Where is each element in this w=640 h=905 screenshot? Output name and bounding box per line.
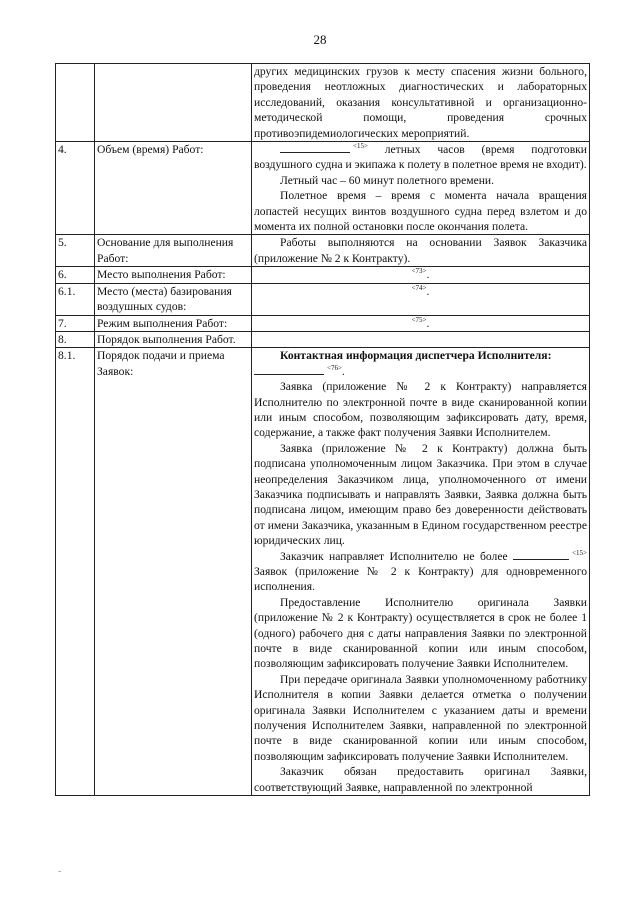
row-content: $^{<74>}$. [252,283,590,315]
paragraph [254,549,587,595]
contact-heading: Контактная информация диспетчера Исполнителя: [280,349,552,363]
row-name: Место (места) базирования воздушных судов: [95,283,252,315]
footnote-ref: <73> [411,267,427,276]
row-number: 7. [56,315,95,331]
footer-mark: - [58,866,62,877]
footnote-ref: <15> [572,548,587,557]
paragraph-text: Заявок (приложение № 2 к Контракту) для одновременного исполнения. [254,565,587,594]
paragraph: других медицинских грузов к месту спасения жизни больного, проведения неотложных диагностических и лабораторных исследований, оказания консультативной и организационно-методической помощи, проведения срочных противоэпидемиологических мероприятий. [254,65,587,140]
row-content [252,348,590,796]
blank-field [280,143,350,153]
table-row [56,267,590,283]
paragraph: Заявка (приложение № 2 к Контракту) направляется Исполнителю по электронной почте в виде сканированной копии или иным способом, позволяющим зафиксировать дату, время, содержание, а также факт получения Заявки Исполнителем. [254,380,587,440]
paragraph-text: летных часов (время подготовки воздушного судна и экипажа к полету в полетное время не входит). [254,143,587,172]
row-name: Объем (время) Работ: [95,142,252,235]
row-name: Место выполнения Работ: [95,267,252,283]
paragraph: При передаче оригинала Заявки уполномоченному работнику Исполнителя в копии Заявки делается отметка о получении оригинала Заявки Исполнителем с указанием даты и времени получения Исполнителем Заявки, направленной по электронной почте в виде сканированной копии или иным способом, позволяющим зафиксировать получение Заявки Исполнителем. [254,672,587,763]
row-number: 8.1. [56,348,95,796]
table-row [56,64,590,142]
page-number: 28 [313,32,327,47]
row-content [252,142,590,235]
row-number: 8. [56,331,95,347]
row-number: 4. [56,142,95,235]
footnote-ref: <75> [411,315,427,324]
footnote-ref: <74> [411,283,427,292]
row-content: Работы выполняются на основании Заявок Заказчика (приложение № 2 к Контракту). [252,235,590,267]
table-row [56,283,590,315]
paragraph: Предоставление Исполнителю оригинала Заявки (приложение № 2 к Контракту) осуществляется в срок не более 1 (одного) рабочего дня с даты направления Заявки по электронной почте в виде сканированной копии или иным способом, позволяющим зафиксировать получение Заявки Исполнителем. [254,595,587,671]
paragraph-text: Заказчик направляет Исполнителю не более [280,549,508,563]
paragraph: Заказчик обязан предоставить оригинал Заявки, соответствующий Заявке, направленной по электронной [254,765,587,794]
table-row [56,348,590,796]
row-name: Режим выполнения Работ: [95,315,252,331]
table-row [56,142,590,235]
blank-field [254,365,324,375]
blank-field [513,550,569,560]
paragraph [254,142,587,173]
paragraph: Полетное время – время с момента начала вращения лопастей несущих винтов воздушного судна перед взлетом и до момента их полной остановки после окончания полета. [254,189,587,234]
paragraph: Заявка (приложение № 2 к Контракту) должна быть подписана уполномоченным лицом Заказчика. При этом в случае неопределения Заказчиком лица, уполномоченного от имени Заказчика подписывать и направлять Заявки, Заявка должна быть подписана лицом, имеющим право без доверенности действовать от имени Заказчика, указанным в Едином государственном реестре юридических лиц. [254,441,587,548]
table-row [56,331,590,347]
row-number [56,64,95,142]
row-number: 6. [56,267,95,283]
paragraph: Летный час – 60 минут полетного времени. [280,173,495,187]
specification-table [55,63,590,796]
row-content: $^{<75>}$. [252,315,590,331]
row-name: Основание для выполнения Работ: [95,235,252,267]
row-name: Порядок выполнения Работ. [95,331,252,347]
row-content [252,64,590,142]
row-number: 6.1. [56,283,95,315]
row-content: $^{<73>}$. [252,267,590,283]
paragraph: $^{<76>}$. [254,364,587,379]
table-row [56,235,590,267]
row-name [95,64,252,142]
table-row [56,315,590,331]
footnote-ref: <76> [327,363,342,372]
row-number: 5. [56,235,95,267]
footnote-ref: <15> [353,142,368,151]
row-name: Порядок подачи и приема Заявок: [95,348,252,796]
row-content [252,331,590,347]
